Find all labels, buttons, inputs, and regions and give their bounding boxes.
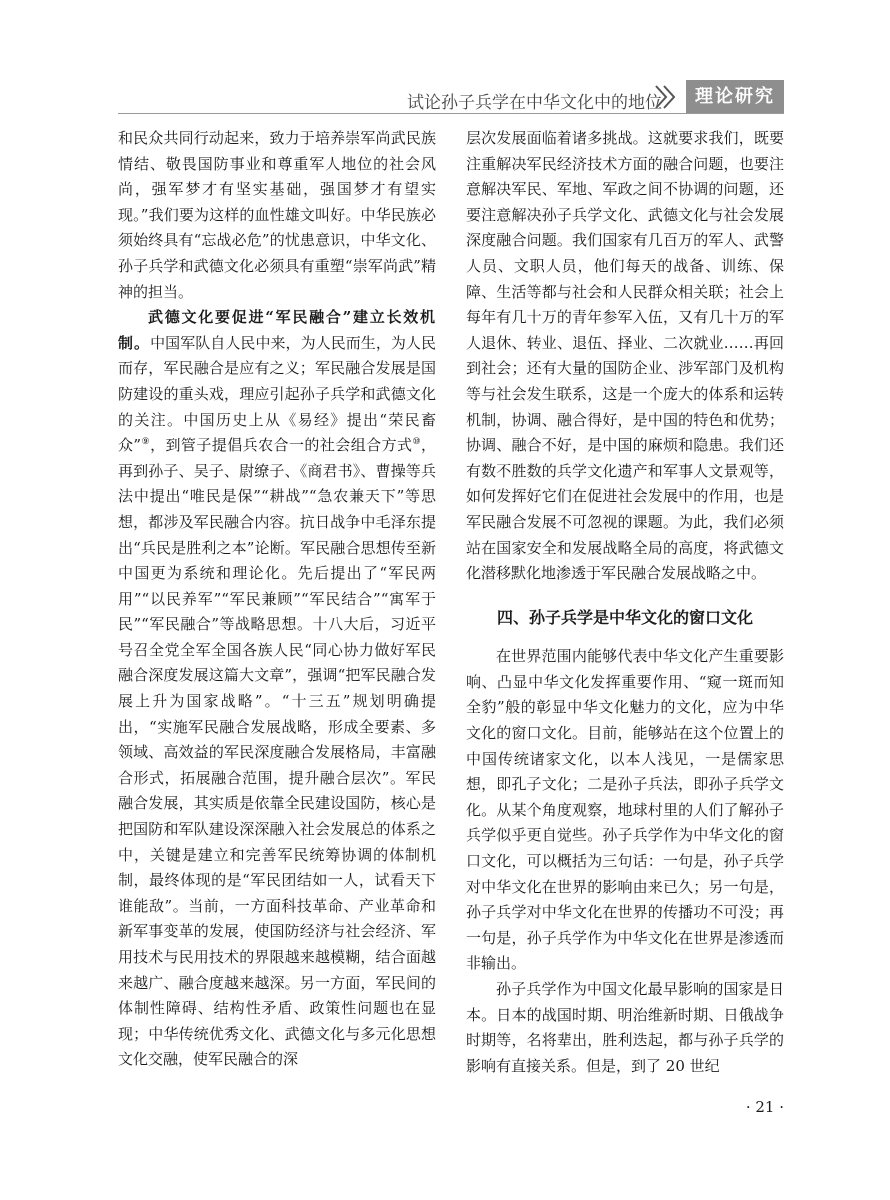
footnote-ref: ⑨ (141, 437, 151, 448)
paragraph: 层次发展面临着诸多挑战。这就要求我们，既要注重解决军民经济技术方面的融合问题，也要注意解决军民、军地、军政之间不协调的问题，还要注意解决孙子兵学文化、武德文化与社会发展深度融合问题。我们国家有几百万的军人、武警人员、文职人员，他们每天的战备、训练、保障、生活等都与社会和人民群众相关联；社会上每年有几十万的青年参军入伍，又有几十万的军人退休、转业、退伍、择业、二次就业……再回到社会；还有大量的国防企业、涉军部门及机构等与社会发生联系，这是一个庞大的体系和运转机制，协调、融合得好，是中国的特色和优势；协调、融合不好，是中国的麻烦和隐患。我们还有数不胜数的兵学文化遗产和军事人文景观等，如何发挥好它们在促进社会发展中的作用，也是军民融合发展不可忽视的课题。为此，我们必须站在国家安全和发展战略全局的高度，将武德文化潜移默化地渗透于军民融合发展战略之中。 (466, 129, 784, 583)
running-header (118, 80, 784, 114)
section-heading: 四、孙子兵学是中华文化的窗口文化 (496, 607, 753, 627)
footnote-ref: ⑩ (412, 437, 421, 448)
paragraph: 在世界范围内能够代表中华文化产生重要影响、凸显中华文化发挥重要作用、“窥一斑而知全豹”般的彰显中华文化魅力的文化，应为中华文化的窗口文化。目前，能够站在这个位置上的中国传统诸家文化，以本人浅见，一是儒家思想，即孔子文化；二是孙子兵法，即孙子兵学文化。从某个角度观察，地球村里的人们了解孙子兵学似乎更自觉些。孙子兵学作为中华文化的窗口文化，可以概括为三句话：一句是，孙子兵学对中华文化在世界的影响由来已久；另一句是，孙子兵学对中华文化在世界的传播功不可没；再一句是，孙子兵学作为中华文化在世界是渗透而非输出。 (466, 647, 784, 973)
paragraph: 和民众共同行动起来，致力于培养崇军尚武民族情结、敬畏国防事业和尊重军人地位的社会风尚，强军梦才有坚实基础，强国梦才有望实现。”我们要为这样的血性雄文叫好。中华民族必须始终具有“忘战必危”的忧患意识，中华文化、孙子兵学和武德文化必须具有重塑“崇军尚武”精神的担当。 (118, 129, 436, 301)
page-number: · 21 · (745, 1098, 784, 1116)
right-column (466, 126, 784, 1079)
left-column (118, 126, 436, 1073)
paragraph-text: ，再到孙子、吴子、尉缭子、《商君书》、曹操等兵法中提出“唯民是保”“耕战”“急农兼天下”等思想，都涉及军民融合内容。抗日战争中毛泽东提出“兵民是胜利之本”论断。军民融合思想传至新中国更为系统和理论化。先后提出了“军民两用”“以民养军”“军民兼顾”“军民结合”“寓军于民”“军民融合”等战略思想。十八大后，习近平号召全党全军全国各族人民“同心协力做好军民融合深度发展这篇大文章”，强调“把军民融合发展上升为国家战略”。“十三五”规划明确提出，“实施军民融合发展战略，形成全要素、多领域、高效益的军民深度融合发展格局，丰富融合形式，拓展融合范围，提升融合层次”。军民融合发展，其实质是依靠全民建设国防，核心是把国防和军队建设深深融入社会发展总的体系之中，关键是建立和完善军民统筹协调的体制机制，最终体现的是“军民团结如一人，试看天下谁能敌”。当前，一方面科技革命、产业革命和新军事变革的发展，使国防经济与社会经济、军用技术与民用技术的界限越来越模糊，结合面越来越广、融合度越来越深。另一方面，军民间的体制性障碍、结构性矛盾、政策性问题也在显现；中华传统优秀文化、武德文化与多元化思想文化交融，使军民融合的深 (118, 436, 436, 1069)
section-label: 理论研究 (686, 80, 784, 114)
paragraph: 孙子兵学作为中国文化最早影响的国家是日本。日本的战国时期、明治维新时期、日俄战争时期等，名将辈出，胜利迭起，都与孙子兵学的影响有直接关系。但是，到了 20 世纪 (466, 980, 784, 1075)
paragraph-text: 中国军队自人民中来，为人民而生，为人民而存，军民融合是应有之义；军民融合发展是国防建设的重头戏，理应引起孙子兵学和武德文化的关注。中国历史上从《易经》提出“荣民畜众” (118, 333, 436, 455)
paragraph-text: ，到管子提倡兵农合一的社会组合方式 (150, 436, 413, 455)
chevron-right-icon (650, 84, 684, 110)
paragraph (118, 305, 436, 1073)
paragraph-lead: 武德文化要促进“军民融合”建立长效机制。 (118, 308, 436, 352)
running-header-title: 试论孙子兵学在中华文化中的地位 (407, 93, 662, 113)
header-rule (118, 113, 784, 114)
